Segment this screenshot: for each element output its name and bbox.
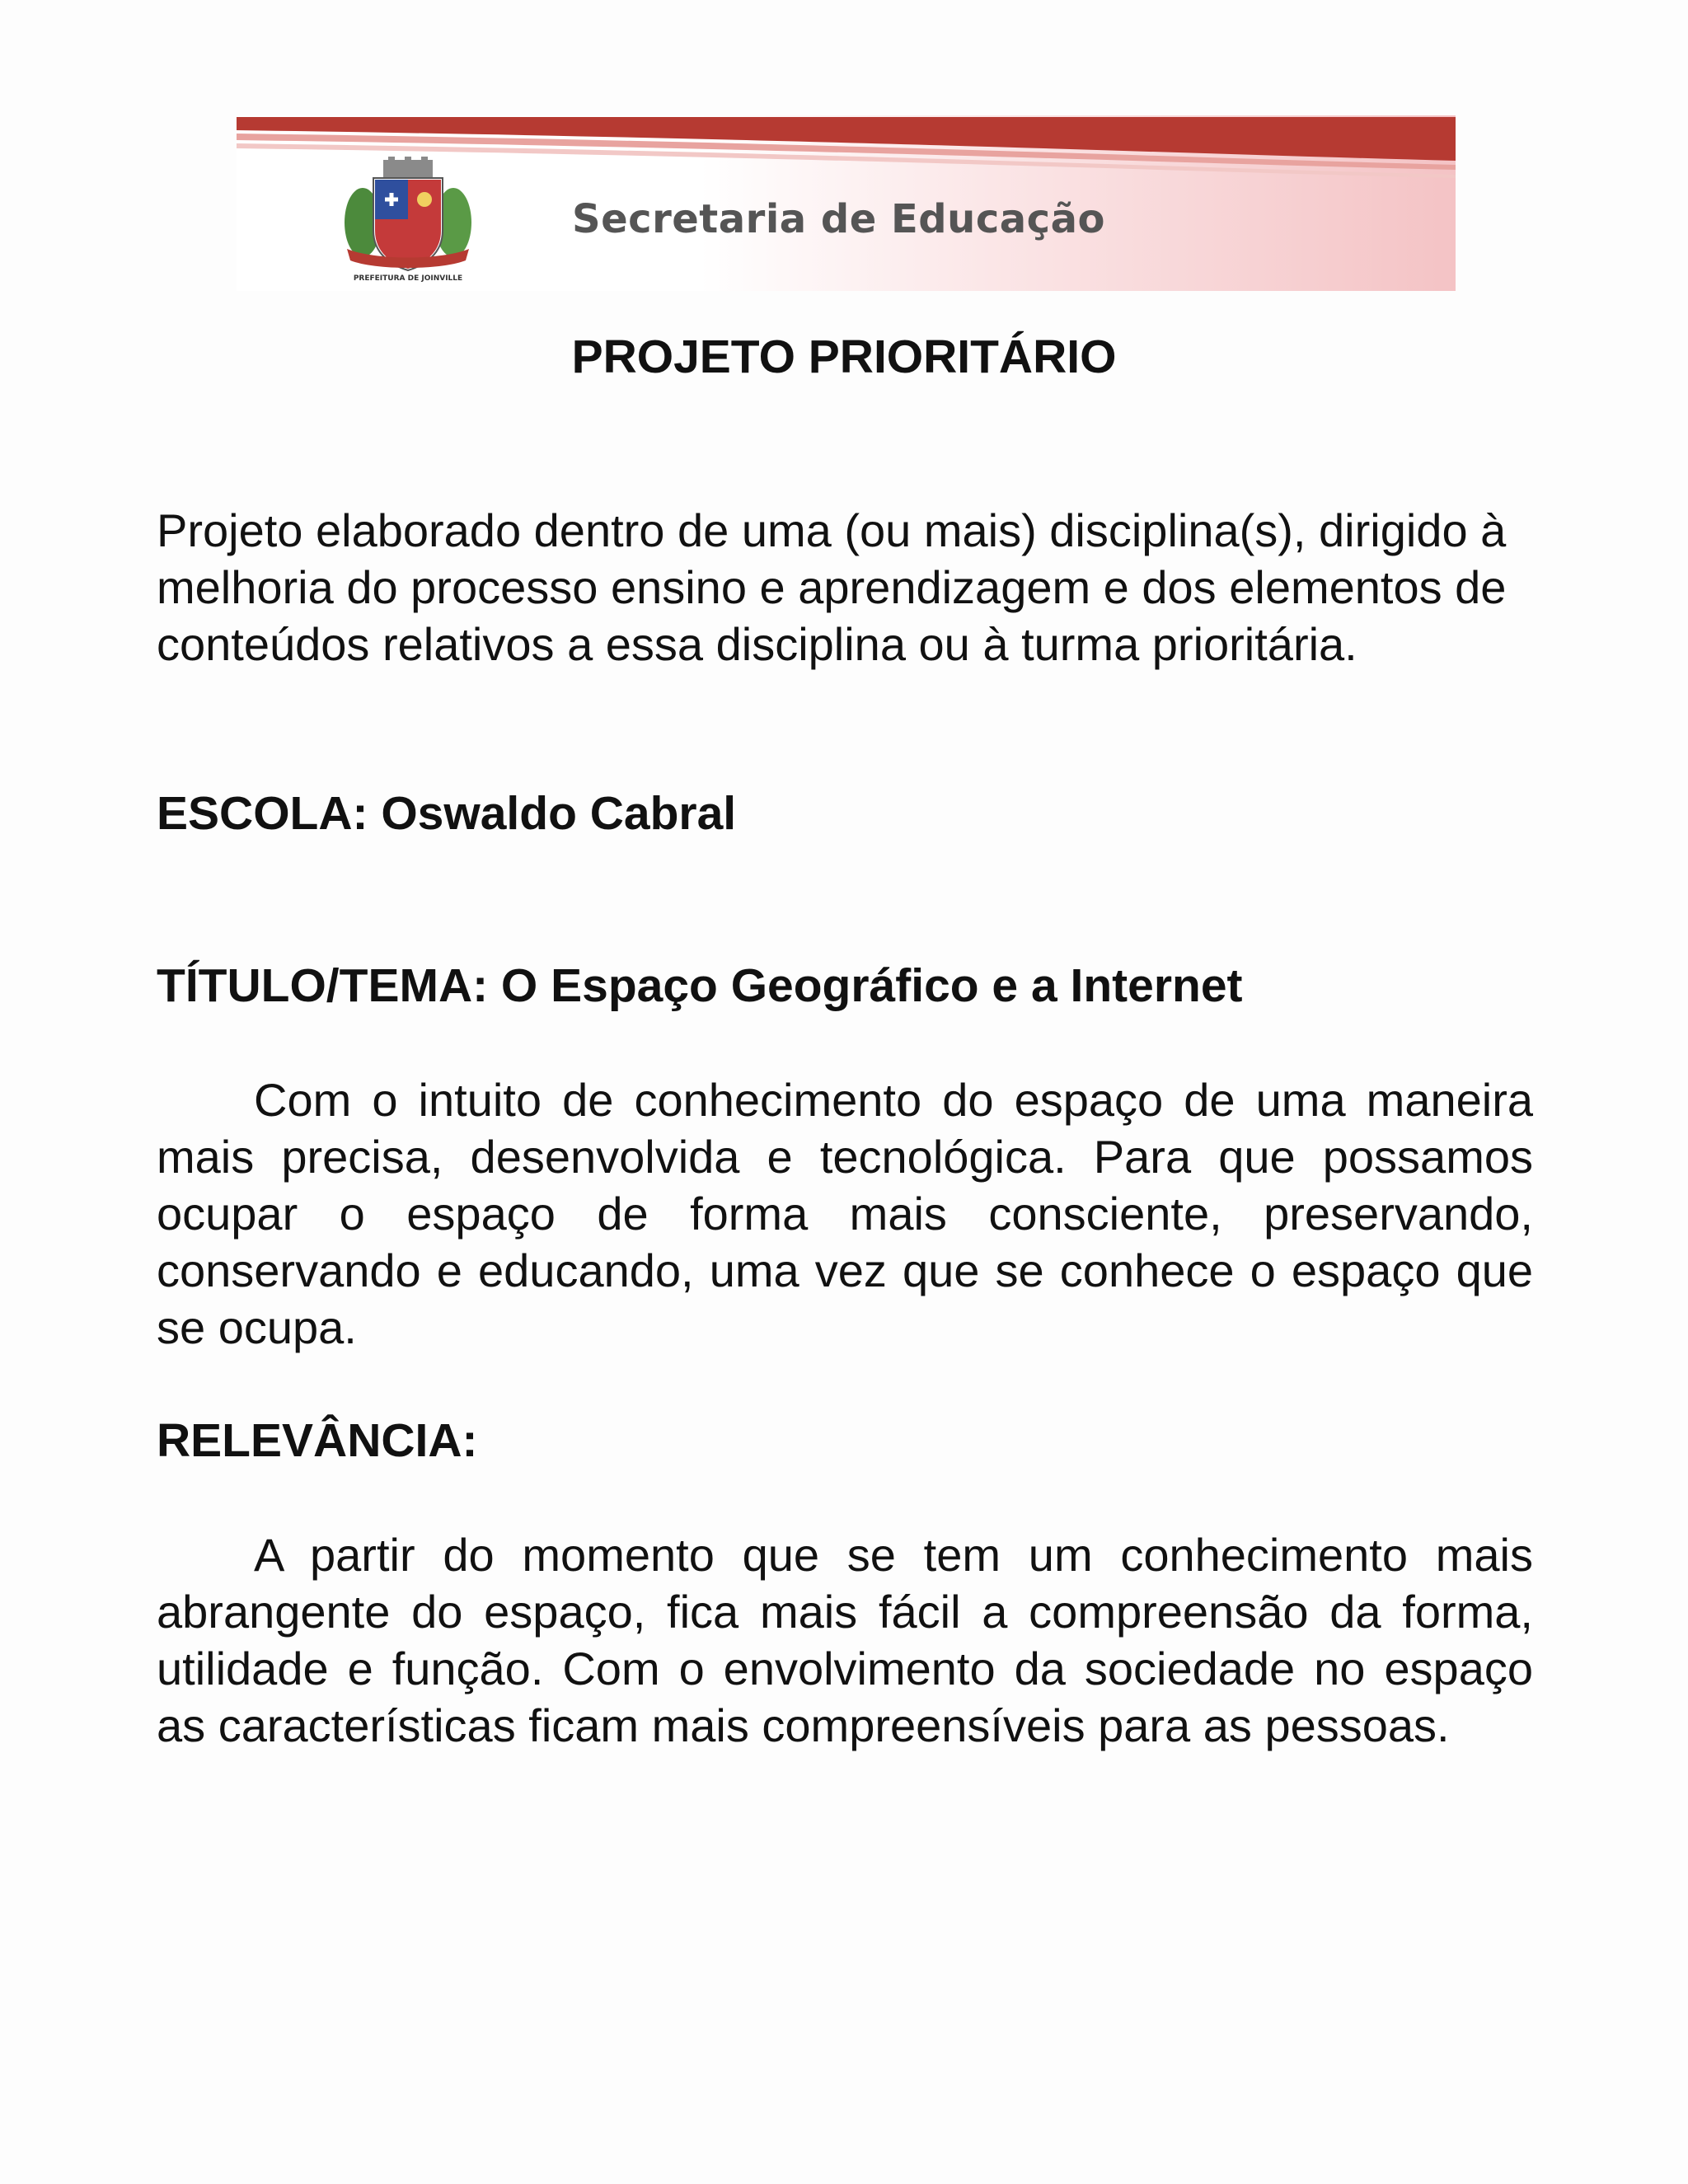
header-banner — [237, 115, 1456, 291]
relevance-paragraph: A partir do momento que se tem um conhecimento mais abrangente do espaço, fica mais fácil a compreensão da forma, utilidade e função. Com o envolvimento da sociedade no espaço as características ficam mais compreensíveis para as pessoas. — [157, 1529, 1533, 1751]
theme-label: TÍTULO/TEMA: O Espaço Geográfico e a Internet — [157, 959, 1243, 1012]
intro-paragraph: Projeto elaborado dentro de uma (ou mais) disciplina(s), dirigido à melhoria do processo ensino e aprendizagem e dos elementos de conteúdos relativos a essa disciplina ou à turma prioritária. — [157, 504, 1507, 670]
school-label: ESCOLA: Oswaldo Cabral — [157, 787, 737, 840]
svg-text:PREFEITURA DE JOINVILLE: PREFEITURA DE JOINVILLE — [353, 274, 463, 283]
joinville-crest-logo — [342, 157, 474, 284]
intent-paragraph: Com o intuito de conhecimento do espaço de uma maneira mais precisa, desenvolvida e tecnológica. Para que possamos ocupar o espaço de forma mais consciente, preservando, conservando e educando, uma vez que se conhece o espaço que se ocupa. — [157, 1074, 1533, 1353]
document-title: PROJETO PRIORITÁRIO — [571, 330, 1117, 383]
banner-title: Secretaria de Educação — [572, 196, 1105, 242]
relevance-heading: RELEVÂNCIA: — [157, 1414, 478, 1467]
